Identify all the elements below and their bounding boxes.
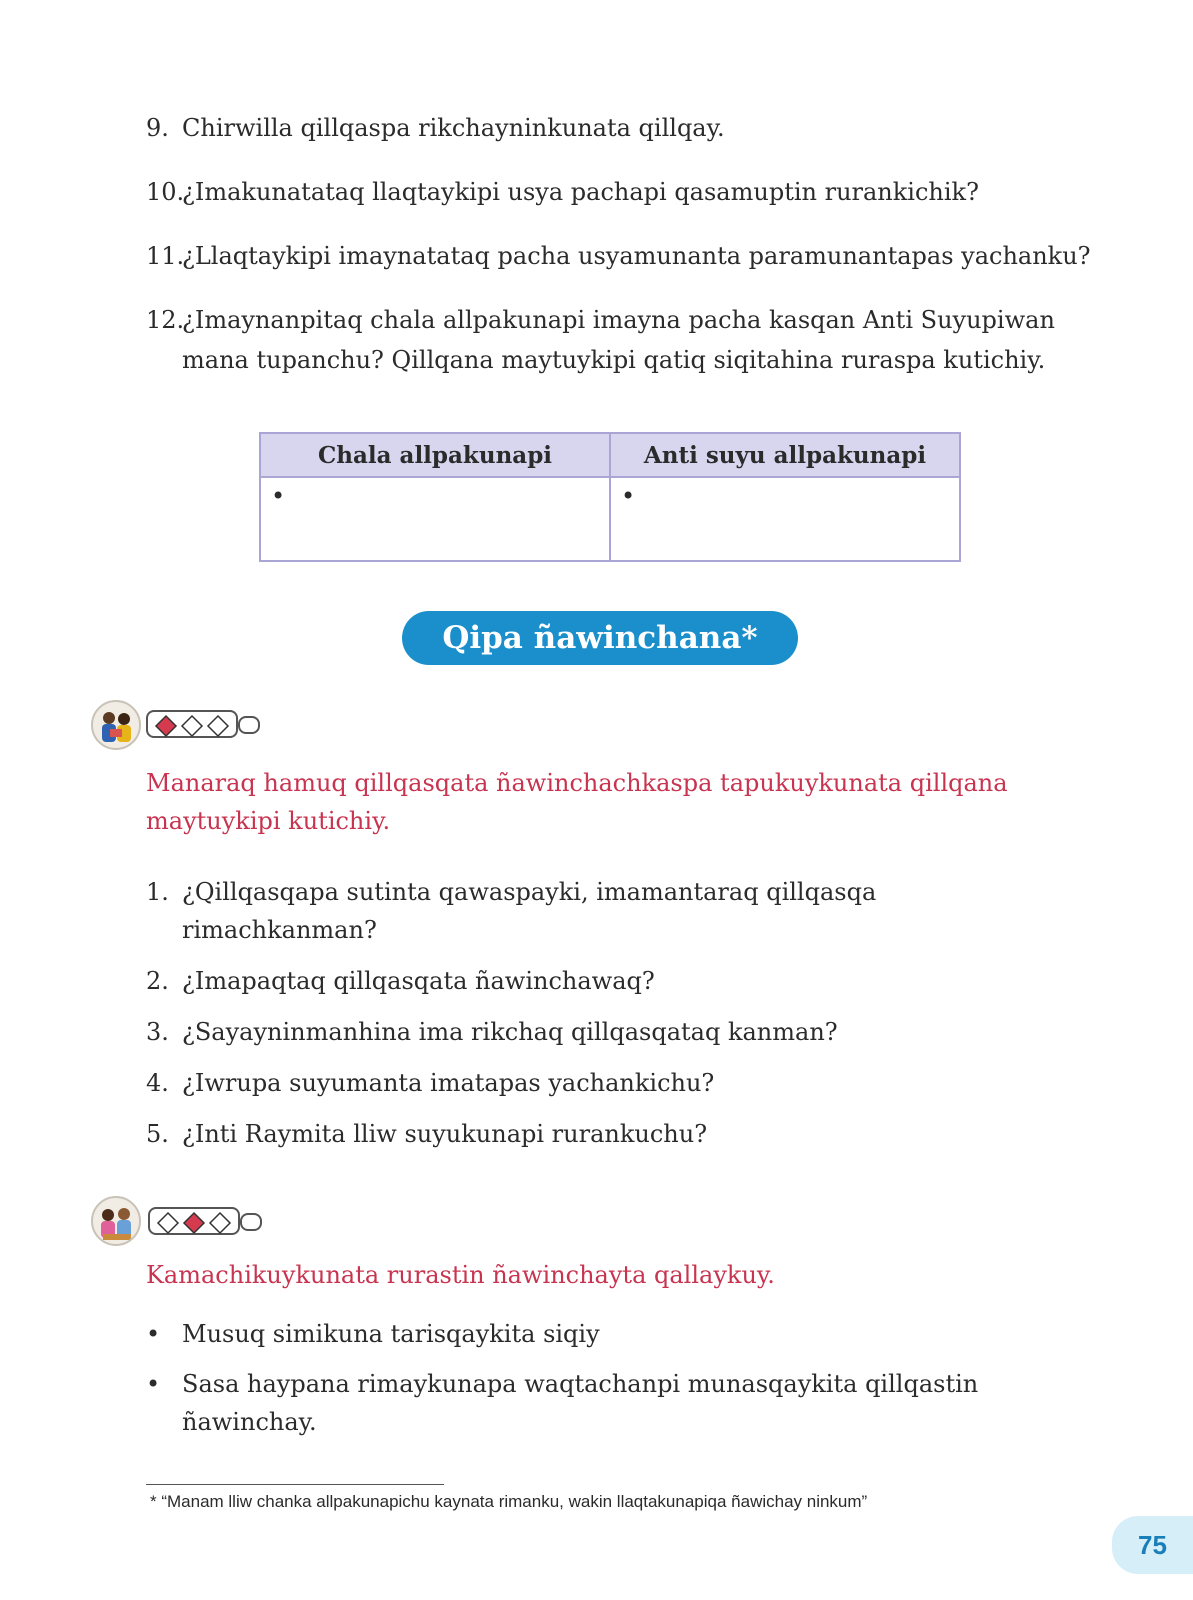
question-text: ¿Sayayninmanhina ima rikchaq qillqasqataq kanman? [182,1018,838,1046]
question-text: ¿Imakunatataq llaqtaykipi usya pachapi qasamuptin rurankichik? [182,178,979,206]
answer-table [259,432,961,562]
question-number: 12. [146,306,185,334]
students-talking-avatar [91,1196,141,1246]
activity1-instruction [146,764,1026,840]
question-text-line2: mana tupanchu? Qillqana maytuykipi qatiq siqitahina ruraspa kutichiy. [182,346,1046,374]
question-text: ¿Llaqtaykipi imaynatataq pacha usyamunanta paramunantapas yachanku? [182,242,1091,270]
bullet-text: Musuq simikuna tarisqaykita siqiy [182,1320,600,1348]
question-text: ¿Imapaqtaq qillqasqata ñawinchawaq? [182,967,655,995]
question-number: 5. [146,1120,169,1148]
question-number: 11. [146,242,185,270]
table-header-chala: Chala allpakunapi [260,433,610,477]
bullet-text-line2: ñawinchay. [182,1408,317,1436]
tag-hook-icon [238,716,260,734]
question-text: ¿Qillqasqapa sutinta qawaspayki, imamantaraq qillqasqa [182,878,877,906]
activity2-bullet-2 [0,1364,1193,1444]
students-reading-avatar [91,700,141,750]
bullet-mark: • [146,1370,161,1398]
question-number: 9. [146,114,169,142]
activity2-instruction: Kamachikuykunata rurastin ñawinchayta qallaykuy. [146,1261,775,1289]
table-cell-anti-suyu: • [610,477,960,561]
question-text: ¿Inti Raymita lliw suyukunapi rurankuchu? [182,1120,708,1148]
tag-hook-icon [240,1213,262,1231]
instruction-line: Manaraq hamuq qillqasqata ñawinchachkaspa tapukuykunata qillqana [146,769,1008,797]
bullet-mark: • [146,1320,161,1348]
difficulty-tag-level-2 [148,1207,240,1235]
activity1-question-1 [0,872,1193,952]
bullet-text: Sasa haypana rimaykunapa waqtachanpi munasqaykita qillqastin [182,1370,979,1398]
question-12 [0,300,1193,380]
footnote-divider [146,1484,444,1485]
question-number: 1. [146,878,169,906]
table-cell-chala: • [260,477,610,561]
question-text: ¿Iwrupa suyumanta imatapas yachankichu? [182,1069,715,1097]
section-title: Qipa ñawinchana* [402,611,798,665]
question-number: 10. [146,178,185,206]
difficulty-tag-level-1 [146,710,238,738]
instruction-line: maytuykipi kutichiy. [146,807,391,835]
question-text: ¿Imaynanpitaq chala allpakunapi imayna pacha kasqan Anti Suyupiwan [182,306,1055,334]
question-text-line2: rimachkanman? [182,916,377,944]
question-number: 2. [146,967,169,995]
question-number: 4. [146,1069,169,1097]
footnote: * “Manam lliw chanka allpakunapichu kaynata rimanku, wakin llaqtakunapiqa ñawichay ninkum” [150,1492,868,1511]
question-text: Chirwilla qillqaspa rikchayninkunata qillqay. [182,114,725,142]
page-number: 75 [1112,1516,1193,1574]
question-number: 3. [146,1018,169,1046]
table-header-anti-suyu: Anti suyu allpakunapi [610,433,960,477]
